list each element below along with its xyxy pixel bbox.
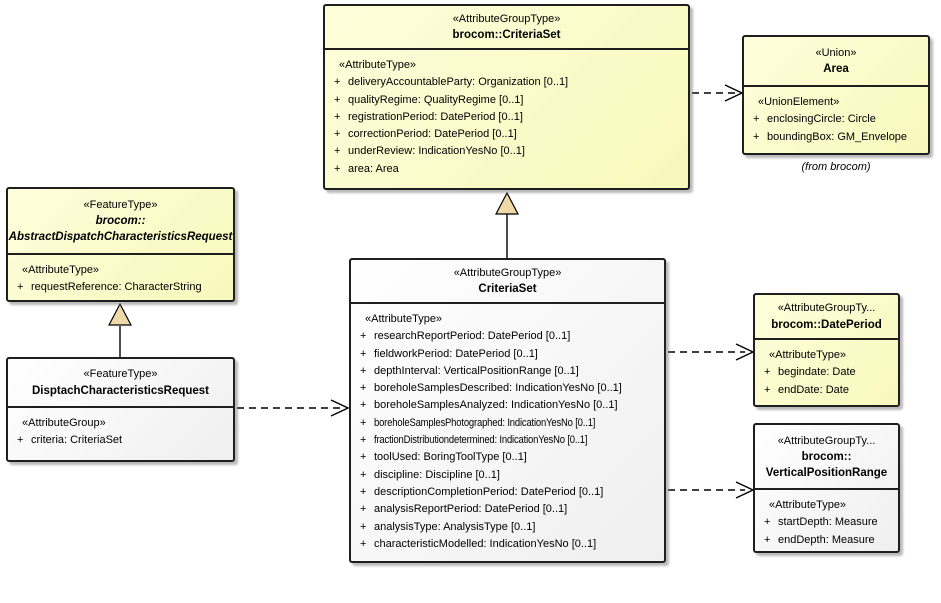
attribute-text: registrationPeriod: DatePeriod [0..1] bbox=[348, 110, 523, 123]
package-note: (from brocom) bbox=[801, 161, 871, 173]
class-header bbox=[8, 189, 233, 255]
class-stereotype: «Union» bbox=[815, 46, 857, 59]
visibility-marker: + bbox=[360, 451, 367, 464]
attribute-row bbox=[351, 484, 664, 501]
class-name: VerticalPositionRange bbox=[765, 466, 888, 479]
attribute-row bbox=[744, 111, 928, 128]
visibility-marker: + bbox=[334, 76, 341, 89]
class-header bbox=[8, 359, 233, 408]
class-criteriaset[interactable] bbox=[349, 258, 666, 563]
visibility-marker: + bbox=[360, 416, 367, 429]
class-disptach-characteristics-request[interactable] bbox=[6, 357, 235, 462]
class-attributes bbox=[8, 408, 233, 450]
attribute-row bbox=[755, 532, 898, 549]
attribute-row bbox=[351, 380, 664, 397]
visibility-marker: + bbox=[764, 533, 771, 546]
class-name: brocom:: bbox=[95, 215, 146, 227]
visibility-marker: + bbox=[360, 364, 367, 377]
class-attributes bbox=[351, 304, 664, 553]
attribute-stereotype: «AttributeType» bbox=[769, 499, 847, 511]
attribute-text: fieldworkPeriod: DatePeriod [0..1] bbox=[374, 347, 538, 360]
class-name: brocom::CriteriaSet bbox=[452, 29, 561, 41]
visibility-marker: + bbox=[753, 130, 760, 143]
attribute-text: analysisReportPeriod: DatePeriod [0..1] bbox=[374, 503, 568, 516]
class-name: CriteriaSet bbox=[478, 283, 537, 295]
dependency-area[interactable] bbox=[692, 85, 742, 101]
attribute-row bbox=[325, 92, 688, 109]
attribute-row bbox=[325, 143, 688, 160]
attribute-row bbox=[351, 501, 664, 518]
attribute-text: analysisType: AnalysisType [0..1] bbox=[374, 520, 536, 533]
attribute-list bbox=[8, 279, 233, 296]
class-attributes bbox=[755, 490, 898, 549]
attribute-stereotype: «AttributeType» bbox=[365, 313, 443, 325]
class-name: brocom::DatePeriod bbox=[771, 318, 882, 331]
attribute-row bbox=[351, 328, 664, 345]
attribute-text: qualityRegime: QualityRegime [0..1] bbox=[348, 93, 524, 106]
attribute-text: descriptionCompletionPeriod: DatePeriod [0..1] bbox=[374, 485, 604, 498]
class-brocom-dateperiod[interactable] bbox=[753, 293, 900, 407]
attribute-row bbox=[744, 129, 928, 146]
class-name: AbstractDispatchCharacteristicsRequest bbox=[8, 231, 233, 243]
attribute-stereotype: «UnionElement» bbox=[758, 96, 840, 108]
attribute-row bbox=[8, 432, 233, 449]
visibility-marker: + bbox=[17, 434, 24, 447]
attribute-text: deliveryAccountableParty: Organization [0..1] bbox=[348, 76, 569, 89]
class-header bbox=[744, 37, 928, 87]
attribute-row bbox=[351, 449, 664, 466]
generalization-criteriaset[interactable] bbox=[496, 193, 518, 258]
class-brocom-criteriaset[interactable] bbox=[323, 4, 690, 190]
dependency-criteriaset[interactable] bbox=[237, 400, 348, 416]
visibility-marker: + bbox=[360, 537, 367, 550]
attribute-text: researchReportPeriod: DatePeriod [0..1] bbox=[374, 330, 571, 343]
visibility-marker: + bbox=[360, 503, 367, 516]
class-header bbox=[325, 6, 688, 50]
class-name: DisptachCharacteristicsRequest bbox=[31, 384, 210, 397]
attribute-text: characteristicModelled: IndicationYesNo [0..1] bbox=[374, 537, 597, 550]
attribute-text: toolUsed: BoringToolType [0..1] bbox=[374, 451, 527, 464]
attribute-row bbox=[755, 382, 898, 399]
attribute-stereotype: «AttributeType» bbox=[339, 59, 417, 71]
attribute-list bbox=[755, 364, 898, 399]
attribute-text: endDepth: Measure bbox=[778, 533, 875, 546]
attribute-row bbox=[755, 364, 898, 381]
attribute-text: underReview: IndicationYesNo [0..1] bbox=[348, 145, 525, 158]
attribute-row bbox=[351, 363, 664, 380]
attribute-text: depthInterval: VerticalPositionRange [0..1] bbox=[374, 364, 579, 377]
attribute-text: discipline: Discipline [0..1] bbox=[374, 468, 500, 481]
attribute-list bbox=[755, 514, 898, 549]
attribute-text: boundingBox: GM_Envelope bbox=[767, 130, 908, 143]
attribute-stereotype: «AttributeType» bbox=[769, 349, 847, 361]
visibility-marker: + bbox=[360, 434, 367, 447]
visibility-marker: + bbox=[360, 520, 367, 533]
attribute-row bbox=[351, 467, 664, 484]
attribute-stereotype: «AttributeGroup» bbox=[22, 417, 106, 429]
class-attributes bbox=[755, 340, 898, 399]
visibility-marker: + bbox=[334, 110, 341, 123]
visibility-marker: + bbox=[360, 399, 367, 412]
visibility-marker: + bbox=[764, 383, 771, 396]
visibility-marker: + bbox=[360, 468, 367, 481]
attribute-text: boreholeSamplesAnalyzed: IndicationYesNo [0..1] bbox=[374, 399, 618, 412]
attribute-list bbox=[351, 328, 664, 553]
dependency-dateperiod[interactable] bbox=[668, 344, 753, 360]
attribute-text: fractionDistributiondetermined: IndicationYesNo [0..1] bbox=[374, 434, 588, 447]
attribute-text: area: Area bbox=[348, 162, 399, 175]
attribute-text: enclosingCircle: Circle bbox=[767, 113, 876, 126]
attribute-row bbox=[351, 415, 664, 432]
attribute-row bbox=[351, 519, 664, 536]
attribute-text: requestReference: CharacterString bbox=[31, 281, 202, 294]
class-abstract-dispatch-characteristics-request[interactable] bbox=[6, 187, 235, 302]
visibility-marker: + bbox=[334, 93, 341, 106]
class-stereotype: «FeatureType» bbox=[83, 199, 158, 211]
visibility-marker: + bbox=[334, 128, 341, 141]
visibility-marker: + bbox=[360, 382, 367, 395]
visibility-marker: + bbox=[764, 516, 771, 529]
attribute-text: boreholeSamplesDescribed: IndicationYesNo [0..1] bbox=[374, 382, 622, 395]
dependency-verticalpositionrange[interactable] bbox=[668, 482, 753, 498]
class-brocom-verticalpositionrange[interactable] bbox=[753, 423, 900, 553]
class-attributes bbox=[744, 87, 928, 146]
class-stereotype: «AttributeGroupTy... bbox=[777, 302, 876, 314]
attribute-list bbox=[744, 111, 928, 146]
attribute-row bbox=[351, 397, 664, 414]
generalization-dispatchrequest[interactable] bbox=[109, 304, 131, 357]
attribute-row bbox=[351, 346, 664, 363]
attribute-row bbox=[325, 74, 688, 91]
attribute-row bbox=[325, 126, 688, 143]
attribute-text: correctionPeriod: DatePeriod [0..1] bbox=[348, 128, 517, 141]
visibility-marker: + bbox=[360, 330, 367, 343]
attribute-row bbox=[755, 514, 898, 531]
class-header bbox=[351, 260, 664, 304]
attribute-row bbox=[8, 279, 233, 296]
attribute-row bbox=[325, 109, 688, 126]
attribute-text: endDate: Date bbox=[778, 383, 849, 396]
attribute-row bbox=[351, 432, 664, 449]
visibility-marker: + bbox=[360, 485, 367, 498]
class-stereotype: «AttributeGroupType» bbox=[452, 12, 561, 25]
class-attributes bbox=[325, 50, 688, 178]
attribute-row bbox=[325, 161, 688, 178]
class-stereotype: «AttributeGroupTy... bbox=[777, 434, 876, 447]
class-name: Area bbox=[823, 63, 849, 75]
visibility-marker: + bbox=[360, 347, 367, 360]
visibility-marker: + bbox=[17, 281, 24, 294]
attribute-text: criteria: CriteriaSet bbox=[31, 434, 123, 447]
attribute-text: begindate: Date bbox=[778, 366, 856, 379]
class-stereotype: «AttributeGroupType» bbox=[453, 266, 562, 279]
visibility-marker: + bbox=[334, 145, 341, 158]
class-stereotype: «FeatureType» bbox=[83, 368, 158, 380]
class-name: brocom:: bbox=[801, 450, 852, 463]
attribute-text: boreholeSamplesPhotographed: IndicationYesNo [0..1] bbox=[374, 416, 596, 429]
class-area[interactable] bbox=[742, 35, 930, 155]
attribute-list bbox=[8, 432, 233, 449]
visibility-marker: + bbox=[334, 162, 341, 175]
class-attributes bbox=[8, 255, 233, 297]
visibility-marker: + bbox=[753, 113, 760, 126]
attribute-stereotype: «AttributeType» bbox=[22, 264, 100, 276]
class-header bbox=[755, 295, 898, 340]
class-header bbox=[755, 425, 898, 490]
visibility-marker: + bbox=[764, 366, 771, 379]
attribute-row bbox=[351, 536, 664, 553]
attribute-list bbox=[325, 74, 688, 178]
attribute-text: startDepth: Measure bbox=[778, 516, 878, 529]
